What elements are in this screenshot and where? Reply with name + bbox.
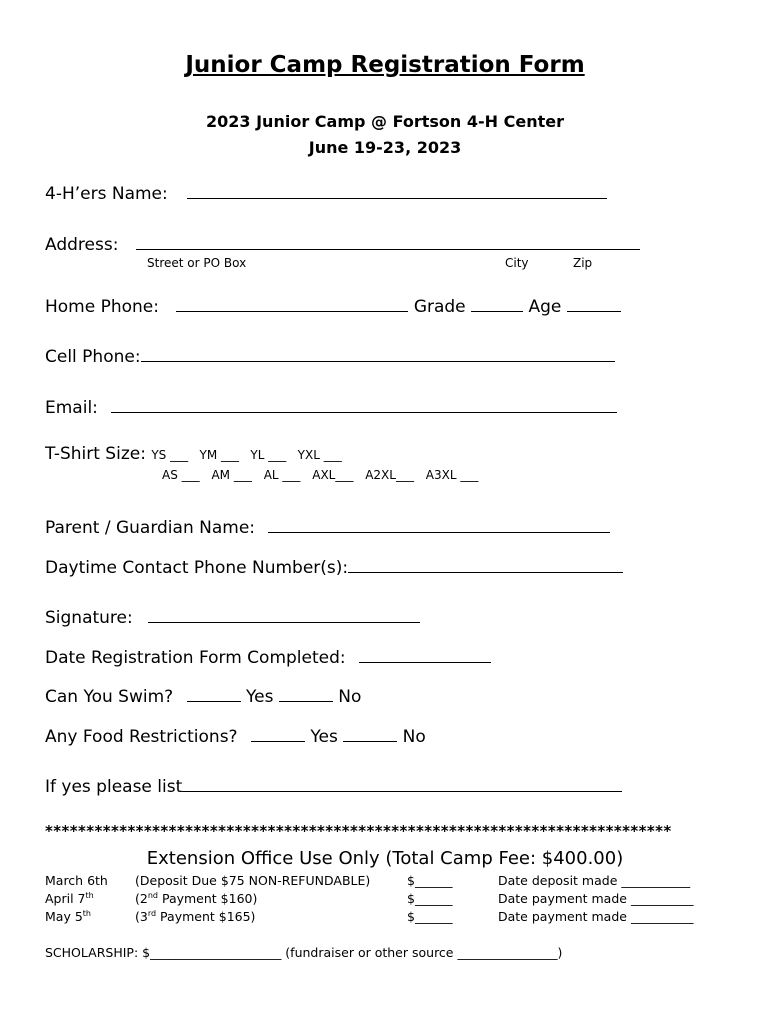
signature-field[interactable] — [148, 604, 420, 623]
name-label: 4-H’ers Name: — [45, 184, 168, 204]
food-row — [45, 723, 426, 747]
daytime-row — [45, 554, 623, 578]
signature-label: Signature: — [45, 608, 133, 628]
cell-phone-row — [45, 343, 615, 367]
tshirt-row — [45, 444, 342, 464]
cell-phone-label: Cell Phone: — [45, 347, 141, 367]
address-label: Address: — [45, 235, 119, 255]
tshirt-adult-a2xl[interactable]: A2XL___ — [365, 468, 414, 482]
food-no-field[interactable] — [343, 723, 397, 742]
name-row — [45, 180, 607, 204]
date-completed-row — [45, 644, 491, 668]
food-label: Any Food Restrictions? — [45, 727, 238, 747]
list-field[interactable] — [182, 773, 622, 792]
office-row-date: May 5th — [45, 909, 91, 925]
swim-no-field[interactable] — [279, 683, 333, 702]
office-row-made[interactable]: Date deposit made ___________ — [498, 873, 691, 888]
office-row-made[interactable]: Date payment made __________ — [498, 891, 694, 906]
tshirt-adult-axl[interactable]: AXL___ — [312, 468, 354, 482]
office-row-date: April 7th — [45, 891, 94, 907]
age-field[interactable] — [567, 293, 621, 312]
swim-label: Can You Swim? — [45, 687, 174, 707]
office-row-made[interactable]: Date payment made __________ — [498, 909, 694, 924]
office-row-amount[interactable]: $______ — [407, 909, 453, 924]
scholarship-line[interactable]: SCHOLARSHIP: $_____________________ (fundraiser or other source ________________) — [45, 945, 563, 960]
food-no-label: No — [402, 727, 426, 747]
daytime-field[interactable] — [348, 554, 623, 573]
parent-row — [45, 514, 610, 538]
grade-field[interactable] — [471, 293, 523, 312]
list-row — [45, 773, 622, 797]
name-field[interactable] — [187, 180, 607, 199]
camp-dates: June 19-23, 2023 — [308, 138, 462, 157]
tshirt-adult-as[interactable]: AS ___ — [162, 468, 200, 482]
tshirt-youth-yxl[interactable]: YXL ___ — [297, 448, 342, 462]
signature-row — [45, 604, 420, 628]
tshirt-youth-ys[interactable]: YS ___ — [151, 448, 189, 462]
email-field[interactable] — [111, 394, 617, 413]
tshirt-youth-yl[interactable]: YL ___ — [250, 448, 287, 462]
address-row — [45, 231, 640, 255]
office-heading: Extension Office Use Only (Total Camp Fee: $400.00) — [146, 848, 624, 869]
tshirt-label: T-Shirt Size: — [45, 444, 146, 464]
parent-label: Parent / Guardian Name: — [45, 518, 256, 538]
email-row — [45, 394, 617, 418]
cell-phone-field[interactable] — [141, 343, 615, 362]
age-label: Age — [528, 297, 562, 317]
office-row-date: March 6th — [45, 873, 108, 888]
food-yes-label: Yes — [310, 727, 338, 747]
office-row-desc: (2nd Payment $160) — [135, 891, 258, 907]
address-city-hint: City — [505, 256, 529, 270]
list-label: If yes please list — [45, 777, 183, 797]
tshirt-adult-al[interactable]: AL ___ — [263, 468, 301, 482]
address-street-hint: Street or PO Box — [147, 256, 247, 270]
swim-yes-field[interactable] — [187, 683, 241, 702]
tshirt-adult-a3xl[interactable]: A3XL ___ — [425, 468, 479, 482]
home-phone-row — [45, 293, 621, 317]
swim-row — [45, 683, 361, 707]
swim-yes-label: Yes — [246, 687, 274, 707]
food-yes-field[interactable] — [251, 723, 305, 742]
divider: **************************************************************************** — [45, 822, 672, 840]
office-row-amount[interactable]: $______ — [407, 873, 453, 888]
home-phone-label: Home Phone: — [45, 297, 159, 317]
office-row-amount[interactable]: $______ — [407, 891, 453, 906]
camp-subtitle: 2023 Junior Camp @ Fortson 4-H Center — [206, 112, 564, 131]
form-title: Junior Camp Registration Form — [185, 52, 585, 78]
tshirt-adult-am[interactable]: AM ___ — [211, 468, 252, 482]
swim-no-label: No — [338, 687, 362, 707]
office-row-desc: (3rd Payment $165) — [135, 909, 256, 925]
office-row-desc: (Deposit Due $75 NON-REFUNDABLE) — [135, 873, 371, 888]
email-label: Email: — [45, 398, 98, 418]
address-zip-hint: Zip — [573, 256, 593, 270]
daytime-label: Daytime Contact Phone Number(s): — [45, 558, 349, 578]
date-completed-label: Date Registration Form Completed: — [45, 648, 346, 668]
home-phone-field[interactable] — [176, 293, 408, 312]
address-field[interactable] — [136, 231, 640, 250]
parent-field[interactable] — [268, 514, 610, 533]
tshirt-adult-row — [162, 468, 478, 482]
date-completed-field[interactable] — [359, 644, 491, 663]
grade-label: Grade — [413, 297, 466, 317]
tshirt-youth-ym[interactable]: YM ___ — [199, 448, 240, 462]
